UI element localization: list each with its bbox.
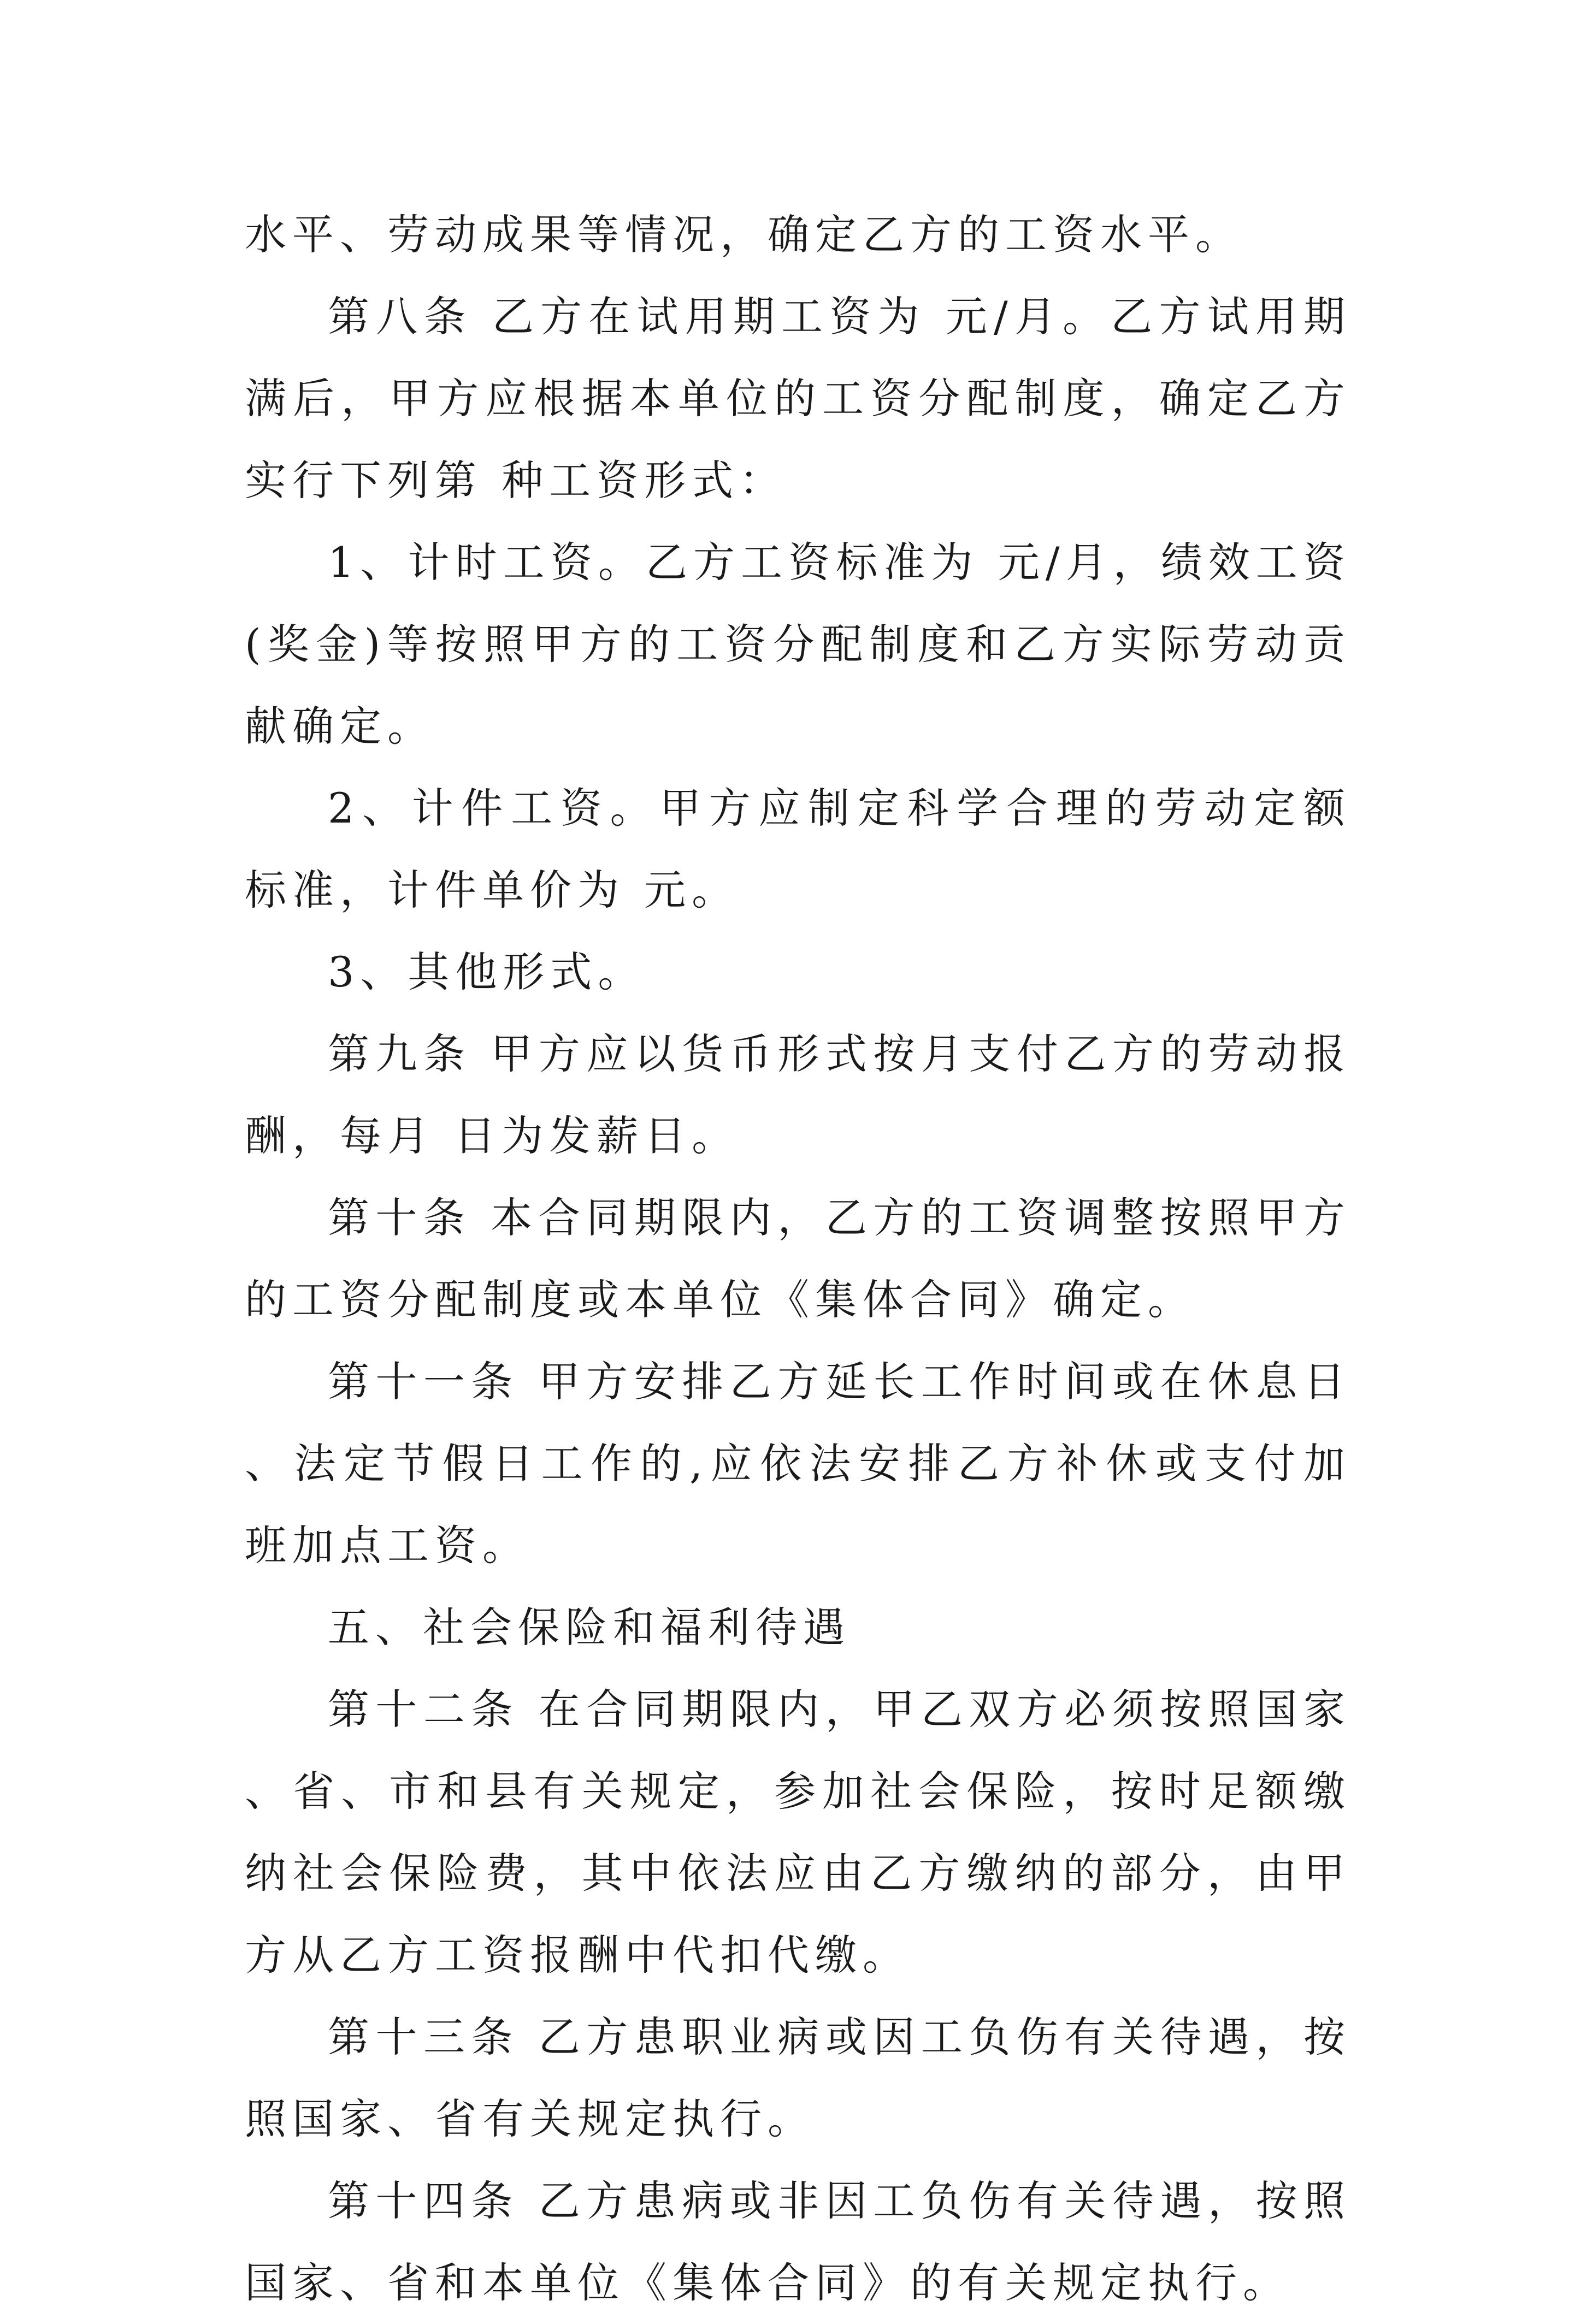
- paragraph-time-wage: 1、计时工资。乙方工资标准为 元/月，绩效工资(奖金)等按照甲方的工资分配制度和乙方实际劳动贡献确定。: [245, 538, 1351, 750]
- paragraph-other-form: 3、其他形式。: [328, 948, 646, 996]
- paragraph-wage-level: 水平、劳动成果等情况，确定乙方的工资水平。: [245, 210, 1243, 259]
- paragraph-piece-wage: 2、计件工资。甲方应制定科学合理的劳动定额标准，计件单价为 元。: [245, 784, 1351, 914]
- paragraph-article-9: 第九条 甲方应以货币形式按月支付乙方的劳动报酬，每月 日为发薪日。: [245, 1030, 1351, 1160]
- document-body: [245, 194, 1351, 2324]
- paragraph-article-10: 第十条 本合同期限内，乙方的工资调整按照甲方的工资分配制度或本单位《集体合同》确定。: [245, 1193, 1351, 1324]
- paragraph-article-14: 第十四条 乙方患病或非因工负伤有关待遇，按照国家、省和本单位《集体合同》的有关规定执行。: [245, 2177, 1351, 2307]
- paragraph-article-12: 第十二条 在合同期限内，甲乙双方必须按照国家、省、市和县有关规定，参加社会保险，按时足额缴纳社会保险费，其中依法应由乙方缴纳的部分，由甲方从乙方工资报酬中代扣代缴。: [245, 1685, 1351, 1979]
- paragraph-article-13: 第十三条 乙方患职业病或因工负伤有关待遇，按照国家、省有关规定执行。: [245, 2013, 1351, 2143]
- paragraph-article-8: 第八条 乙方在试用期工资为 元/月。乙方试用期满后，甲方应根据本单位的工资分配制度，确定乙方实行下列第 种工资形式：: [245, 292, 1351, 505]
- paragraph-article-11: 第十一条 甲方安排乙方延长工作时间或在休息日、法定节假日工作的,应依法安排乙方补休或支付加班加点工资。: [245, 1357, 1351, 1570]
- section-heading-social-insurance: 五、社会保险和福利待遇: [328, 1603, 851, 1652]
